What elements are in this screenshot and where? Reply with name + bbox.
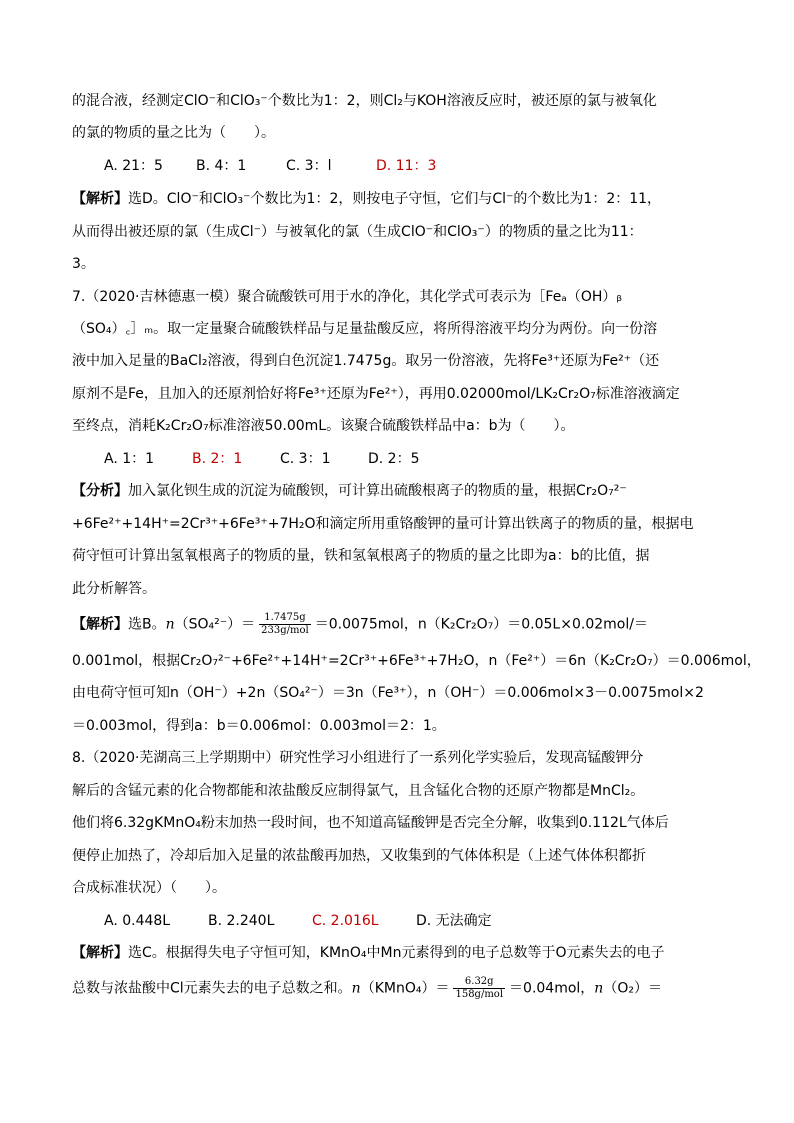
q8-solution-post: ＝0.04mol，	[509, 980, 595, 997]
q8-stem-line-2: 解后的含锰元素的化合物都能和浓盐酸反应制得氯气，且含锰化合物的还原产物都是MnCl₂。	[72, 783, 645, 799]
q6-solution-line-1	[72, 190, 732, 208]
q7-stem-line-1: 7.（2020·吉林德惠一模）聚合硫酸铁可用于水的净化，其化学式可表示为［Feₐ（OH）ᵦ	[72, 289, 622, 305]
q7-analysis-line-1	[72, 482, 732, 500]
q7-solution-n: n	[165, 616, 175, 633]
q8-stem-line-1: 8.（2020·芜湖高三上学期期中）研究性学习小组进行了一系列化学实验后，发现高锰酸钾分	[72, 750, 644, 766]
q8-option-d: D. 无法确定	[416, 913, 492, 929]
q7-stem-line-5: 至终点，消耗K₂Cr₂O₇标准溶液50.00mL。该聚合硫酸铁样品中a：b为（ ）。	[72, 418, 575, 434]
q8-solution-mid: （KMnO₄）＝	[360, 980, 450, 997]
q7-analysis-line-4: 此分析解答。	[72, 581, 156, 597]
q7-stem-line-4: 原剂不是Fe，且加入的还原剂恰好将Fe³⁺还原为Fe²⁺），再用0.02000mol/LK₂Cr₂O₇标准溶液滴定	[72, 386, 680, 402]
q8-fraction-numerator: 6.32g	[453, 976, 505, 989]
q6-solution-line-3: 3。	[72, 256, 95, 272]
solution-label: 【解析】	[72, 945, 128, 961]
q7-solution-line-3: 由电荷守恒可知n（OH⁻）+2n（SO₄²⁻）＝3n（Fe³⁺），n（OH⁻）＝0.006mol×3－0.0075mol×2	[72, 685, 704, 701]
q7-option-a: A. 1：1	[104, 451, 155, 467]
q7-option-d: D. 2：5	[368, 451, 420, 467]
q7-analysis-text-1: 加入氯化钡生成的沉淀为硫酸钡，可计算出硫酸根离子的物质的量，根据Cr₂O₇²⁻	[128, 483, 627, 499]
q8-fraction	[453, 976, 505, 1001]
q6-solution-text-1: 选D。ClO⁻和ClO₃⁻个数比为1：2，则按电子守恒，它们与Cl⁻的个数比为1：2：11，	[128, 191, 662, 207]
q7-solution-mid: （SO₄²⁻）＝	[174, 616, 256, 633]
q8-solution-pre: 总数与浓盐酸中Cl元素失去的电子总数之和。	[72, 980, 352, 997]
q7-fraction-numerator: 1.7475g	[259, 612, 311, 625]
q7-analysis-line-3: 荷守恒可计算出氢氧根离子的物质的量，铁和氢氧根离子的物质的量之比即为a：b的比值，据	[72, 548, 650, 564]
q7-solution-post: ＝0.0075mol，n（K₂Cr₂O₇）＝0.05L×0.02mol/＝	[314, 616, 648, 633]
q6-option-a: A. 21：5	[104, 158, 163, 174]
q7-fraction-denominator: 233g/mol	[261, 625, 309, 636]
q7-solution-line-4: ＝0.003mol，得到a：b＝0.006mol：0.003mol＝2：1。	[72, 718, 446, 734]
q8-solution-text-1: 选C。根据得失电子守恒可知，KMnO₄中Mn元素得到的电子总数等于O元素失去的电子	[128, 945, 665, 961]
q8-options	[104, 912, 764, 930]
q7-fraction	[259, 612, 311, 637]
q7-solution-line-1	[72, 612, 732, 637]
q8-solution-tail: （O₂）＝	[603, 980, 662, 997]
q6-stem-line-1: 的混合液，经测定ClO⁻和ClO₃⁻个数比为1：2，则Cl₂与KOH溶液反应时，被还原的氯与被氧化	[72, 93, 657, 109]
q7-analysis-line-2: +6Fe²⁺+14H⁺=2Cr³⁺+6Fe³⁺+7H₂O和滴定所用重铬酸钾的量可计算出铁离子的物质的量，根据电	[72, 516, 694, 532]
q8-stem-line-4: 便停止加热了，冷却后加入足量的浓盐酸再加热，又收集到的气体体积是（上述气体体积都折	[72, 848, 646, 864]
q6-options	[104, 157, 764, 175]
q8-option-a: A. 0.448L	[104, 913, 171, 929]
q8-option-b: B. 2.240L	[208, 913, 275, 929]
q8-solution-n: n	[351, 980, 361, 997]
q6-option-b: B. 4：1	[196, 158, 247, 174]
q7-solution-pre: 选B。	[128, 616, 166, 633]
q6-stem-line-2: 的氯的物质的量之比为（ ）。	[72, 125, 275, 141]
q8-fraction-denominator: 158g/mol	[455, 989, 504, 1000]
solution-label: 【解析】	[72, 616, 128, 633]
q7-stem-line-3: 液中加入足量的BaCl₂溶液，得到白色沉淀1.7475g。取另一份溶液，先将Fe³⁺还原为Fe²⁺（还	[72, 353, 660, 369]
q6-option-d-answer: D. 11：3	[376, 158, 437, 174]
q8-stem-line-3: 他们将6.32gKMnO₄粉末加热一段时间，也不知道高锰酸钾是否完全分解，收集到0.112L气体后	[72, 815, 669, 831]
q7-stem-line-2: （SO₄）꜀］ₘ。取一定量聚合硫酸铁样品与足量盐酸反应，将所得溶液平均分为两份。向一份溶	[72, 321, 658, 337]
q8-stem-line-5: 合成标准状况）（ ）。	[72, 880, 226, 896]
q8-solution-line-1	[72, 944, 732, 962]
q7-option-b-answer: B. 2：1	[192, 451, 243, 467]
analysis-label: 【分析】	[72, 483, 128, 499]
solution-label: 【解析】	[72, 191, 128, 207]
q6-option-c: C. 3：l	[286, 158, 332, 174]
q8-solution-line-2	[72, 976, 732, 1001]
q6-solution-line-2: 从而得出被还原的氯（生成Cl⁻）与被氧化的氯（生成ClO⁻和ClO₃⁻）的物质的量之比为11：	[72, 224, 643, 240]
q7-options	[104, 450, 764, 468]
q7-option-c: C. 3：1	[280, 451, 331, 467]
q7-solution-line-2: 0.001mol，根据Cr₂O₇²⁻+6Fe²⁺+14H⁺=2Cr³⁺+6Fe³⁺+7H₂O，n（Fe²⁺）＝6n（K₂Cr₂O₇）＝0.006mol，	[72, 653, 761, 669]
q8-solution-n2: n	[594, 980, 604, 997]
q8-option-c-answer: C. 2.016L	[312, 913, 379, 929]
